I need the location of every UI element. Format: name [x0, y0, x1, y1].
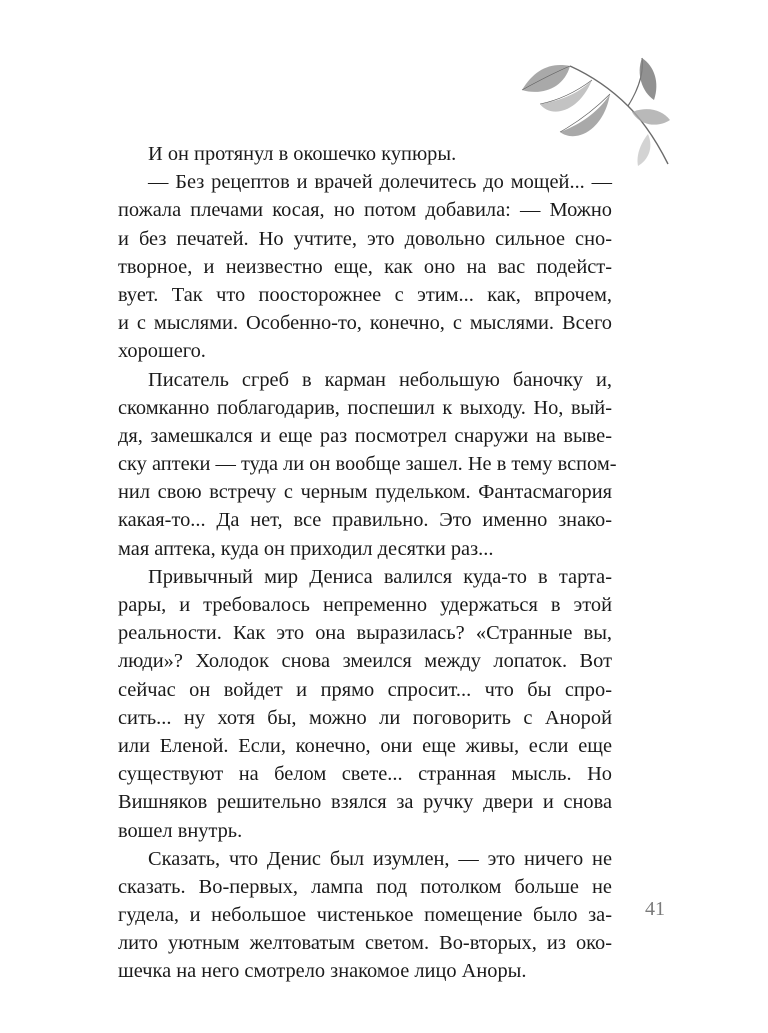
body-text [118, 140, 617, 986]
text-line: или Еленой. Если, конечно, они еще живы, если еще [118, 734, 612, 757]
text-line: вошел внутрь. [118, 819, 243, 842]
text-line: и без печатей. Но учтите, это довольно сильное сно- [118, 227, 612, 250]
text-line: нил свою встречу с черным пудельком. Фантасмагория [118, 481, 612, 504]
text-line: рары, и требовалось непременно удержаться в этой [118, 594, 612, 616]
text-line: Писатель сгреб в карман небольшую баночку и, [148, 368, 612, 391]
text-line: шечка на него смотрело знакомое лицо Аноры. [118, 960, 527, 983]
text-line: гудела, и небольшое чистенькое помещение было за- [118, 904, 612, 927]
text-line: вует. Так что поосторожнее с этим... как, впрочем, [118, 283, 612, 306]
text-line: — Без рецептов и врачей долечитесь до мощей... — [148, 171, 612, 194]
text-line: реальности. Как это она выразилась? «Странные вы, [118, 622, 612, 645]
text-line: хорошего. [118, 340, 206, 363]
text-line: скомканно поблагодарив, поспешил к выходу. Но, вый- [118, 396, 612, 419]
text-line: Сказать, что Денис был изумлен, — это ничего не [148, 847, 612, 870]
text-line: сить... ну хотя бы, можно ли поговорить с Анорой [118, 706, 612, 729]
page-number: 41 [645, 898, 665, 920]
text-line: лито уютным желтоватым светом. Во-вторых, из око- [118, 932, 612, 955]
text-line: дя, замешкался и еще раз посмотрел снаружи на выве- [118, 424, 612, 447]
text-line: Привычный мир Дениса валился куда-то в тарта- [148, 565, 612, 588]
text-line: сейчас он войдет и прямо спросит... что бы спро- [118, 678, 612, 701]
text-line: сказать. Во-первых, лампа под потолком больше не [118, 875, 612, 898]
text-line: и с мыслями. Особенно-то, конечно, с мыслями. Всего [118, 312, 612, 335]
text-line: ску аптеки — туда ли он вообще зашел. Не в тему вспом- [118, 453, 617, 476]
text-line: люди»? Холодок снова змеился между лопаток. Вот [118, 650, 612, 673]
text-line: Вишняков решительно взялся за ручку двери и снова [118, 791, 612, 814]
text-line: творное, и неизвестно еще, как оно на вас подейст- [118, 255, 612, 278]
text-line: И он протянул в окошечко купюры. [148, 143, 457, 165]
text-line: какая-то... Да нет, все правильно. Это именно знако- [118, 509, 612, 532]
text-line: мая аптека, куда он приходил десятки раз... [118, 537, 494, 560]
text-line: пожала плечами косая, но потом добавила: — Можно [118, 199, 612, 222]
text-line: существуют на белом свете... странная мысль. Но [118, 763, 612, 786]
